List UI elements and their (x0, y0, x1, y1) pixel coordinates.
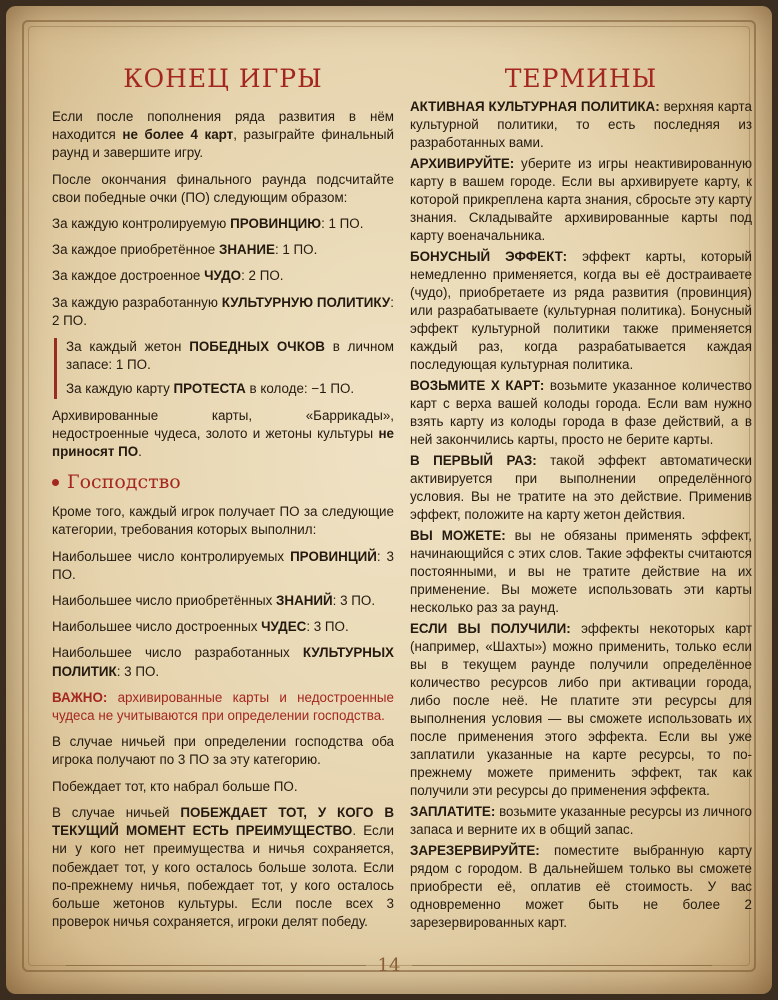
intro-1-end: , разыграйте финальный раунд и завершите игру. (52, 127, 394, 161)
score-item-text: За каждую разработанную (52, 294, 222, 310)
archived-end: . (138, 444, 142, 460)
term-entry (410, 842, 752, 932)
dominance-intro: Кроме того, каждый игрок получает ПО за следующие категории, требования которых выполнил: (52, 504, 394, 538)
term-text: возьмите указанные ресурсы из личного запаса и верните их в общий запас. (410, 804, 752, 837)
important-label: ВАЖНО: (52, 689, 108, 705)
rule-item-points: в личном запасе: 1 ПО. (66, 339, 394, 373)
dominance-title: Господство (67, 471, 181, 494)
term-text: вы не обязаны применять эффект, начинающийся с этих слов. Такие эффекты считаются постоянными, и вы не тратите действие на их применение. Вы можете использовать эти карты несколько раз за раунд. (410, 528, 753, 615)
score-item-bold: ЗНАНИЕ (218, 242, 275, 258)
term-text: эффект карты, который немедленно применяется, когда вы её достраиваете (чудо), приобретаете из ряда развития (провинция) или разрабатываете (культурная политика). Бонусный эффект культурной политики также применяется каждый раз, когда разрабатывается каждая последующая культурная политика. (410, 249, 752, 372)
term-name: БОНУСНЫЙ ЭФФЕКТ: (410, 249, 568, 264)
dominance-item (52, 592, 394, 610)
score-item-bold: ЧУДО (204, 268, 242, 284)
important-text: архивированные карты и недостроенные чудеса не учитываются при определении господства. (52, 689, 394, 724)
rule-item-text: За каждый жетон (66, 339, 190, 355)
page-number: 14 (377, 955, 401, 976)
dominance-item-text: Наибольшее число контролируемых (52, 548, 291, 564)
parchment-page (6, 6, 772, 994)
important-note (52, 689, 394, 725)
tie-paragraph-1: В случае ничьей при определении господства оба игрока получают по 3 ПО за эту категорию. (52, 734, 394, 768)
term-entry (410, 155, 752, 245)
score-item-points: : 2 ПО. (52, 294, 394, 328)
term-name: АКТИВНАЯ КУЛЬТУРНАЯ ПОЛИТИКА: (410, 99, 660, 114)
term-entry (410, 98, 752, 152)
score-item (52, 215, 394, 233)
term-name: ЕСЛИ ВЫ ПОЛУЧИЛИ: (410, 621, 571, 636)
score-item-bold: ПРОВИНЦИЮ (230, 216, 322, 232)
rule-item (66, 380, 394, 398)
dominance-item-bold: ПРОВИНЦИЙ (290, 548, 377, 564)
archived-text: Архивированные карты, «Баррикады», недостроенные чудеса, золото и жетоны культуры (52, 407, 394, 441)
dominance-item-text: Наибольшее число разработанных (52, 645, 303, 661)
archived-bold: не приносят ПО (52, 425, 394, 460)
rule-item (66, 338, 394, 374)
term-name: ЗАРЕЗЕРВИРУЙТЕ: (410, 843, 540, 858)
dominance-item-points: : 3 ПО. (306, 619, 349, 635)
tie-3-bold: ПОБЕЖДАЕТ ТОТ, У КОГО В ТЕКУЩИЙ МОМЕНТ ЕСТЬ ПРЕИМУЩЕСТВО (52, 804, 394, 839)
score-item (52, 294, 394, 330)
term-entry (410, 620, 752, 800)
term-text: такой эффект автоматически активируется при выполнении определённого условия. Вы не тратите на это действие. Применив эффект, положите на карту жетон действия. (410, 453, 752, 522)
dominance-heading (52, 471, 394, 493)
term-entry (410, 452, 752, 524)
score-item-text: За каждое приобретённое (52, 242, 219, 258)
intro-1-bold: не более 4 карт (122, 127, 234, 143)
score-item-bold: КУЛЬТУРНУЮ ПОЛИТИКУ (221, 294, 391, 310)
intro-paragraph-1 (52, 108, 394, 163)
score-item-text: За каждое достроенное (52, 268, 205, 284)
tie-3-text: В случае ничьей (52, 804, 181, 820)
term-entry (410, 803, 752, 839)
bullet-icon (52, 479, 59, 486)
dominance-item-bold: ЧУДЕС (261, 619, 307, 635)
term-text: возьмите указанное количество карт с верха вашей колоды города. Если вам нужно взять карту из колоды города в фазе действий, а в ней закончились карты, просто не берите карты. (410, 378, 752, 447)
term-text: эффекты некоторых карт (например, «Шахты») можно применить, только если вы в текущем раунде получили определённое количество ресурсов либо при активации города, либо после неё. Не платите эти ресурсы для выполнения условия — вы сможете использовать их после применения этого эффекта. Если вы уже заплатили указанные на карте ресурсы, то по-прежнему можете применить эффект, так как получили эти ресурсы до применения эффекта. (410, 621, 752, 798)
score-item-points: : 1 ПО. (321, 216, 364, 232)
score-item-points: : 1 ПО. (274, 242, 318, 258)
term-name: ЗАПЛАТИТЕ: (410, 804, 496, 819)
dominance-item (52, 644, 394, 680)
term-name: АРХИВИРУЙТЕ: (410, 156, 515, 171)
term-name: ВЫ МОЖЕТЕ: (410, 528, 506, 543)
dominance-item-bold: ЗНАНИЙ (276, 593, 333, 609)
tie-paragraph-2: Побеждает тот, кто набрал больше ПО. (52, 778, 298, 794)
archived-note (52, 407, 394, 462)
dominance-item-points: : 3 ПО. (52, 548, 395, 582)
token-rules-block (54, 338, 394, 399)
rule-item-text: За каждую карту (66, 381, 174, 397)
dominance-item-points: : 3 ПО. (116, 663, 160, 679)
dominance-item (52, 548, 394, 584)
dominance-item-bold: КУЛЬТУРНЫХ ПОЛИТИК (52, 645, 394, 679)
rule-item-bold: ПОБЕДНЫХ ОЧКОВ (189, 339, 325, 355)
rule-item-bold: ПРОТЕСТА (173, 381, 246, 397)
dominance-item (52, 618, 394, 636)
term-text: верхняя карта культурной политики, то есть последняя из разработанных вами. (410, 99, 752, 150)
left-column (52, 64, 394, 939)
right-column (410, 64, 752, 935)
terms-heading: ТЕРМИНЫ (504, 64, 658, 93)
tie-paragraph-3 (52, 804, 394, 931)
score-item-text: За каждую контролируемую (52, 216, 231, 232)
end-game-heading: КОНЕЦ ИГРЫ (123, 64, 323, 93)
dominance-item-points: : 3 ПО. (332, 593, 376, 609)
term-name: ВОЗЬМИТЕ X КАРТ: (410, 378, 545, 393)
score-item (52, 267, 394, 285)
intro-paragraph-2: После окончания финального раунда подсчитайте свои победные очки (ПО) следующим образом: (52, 171, 394, 205)
tie-3-end: . Если ни у кого нет преимущества и ничья сохраняется, побеждает тот, у кого осталось больше золота. Если по-прежнему ничья, побеждает тот, у кого осталось больше жетонов культуры. Если после всех 3 проверок ничья сохраняется, игроки делят победу. (52, 823, 394, 930)
dominance-item-text: Наибольшее число достроенных (52, 619, 262, 635)
term-text: уберите из игры неактивированную карту в вашем городе. Если вы архивируете карту, к которой прикреплена карта знания, сбросьте эту карту знания. Складывайте архивированные карты под карту военачальника. (410, 156, 752, 243)
term-entry (410, 248, 752, 374)
score-item (52, 241, 394, 259)
rule-item-points: в колоде: −1 ПО. (245, 381, 355, 397)
intro-1-text: Если после пополнения ряда развития в нём находится (52, 109, 394, 143)
dominance-item-text: Наибольшее число приобретённых (52, 593, 277, 609)
score-item-points: : 2 ПО. (241, 268, 284, 284)
term-name: В ПЕРВЫЙ РАЗ: (410, 453, 537, 468)
term-entry (410, 527, 752, 617)
term-entry (410, 377, 752, 449)
term-text: поместите выбранную карту рядом с городом. В дальнейшем только вы сможете приобрести её, оплатив её стоимость. У вас одновременно может быть не более 2 зарезервированных карт. (410, 843, 752, 930)
